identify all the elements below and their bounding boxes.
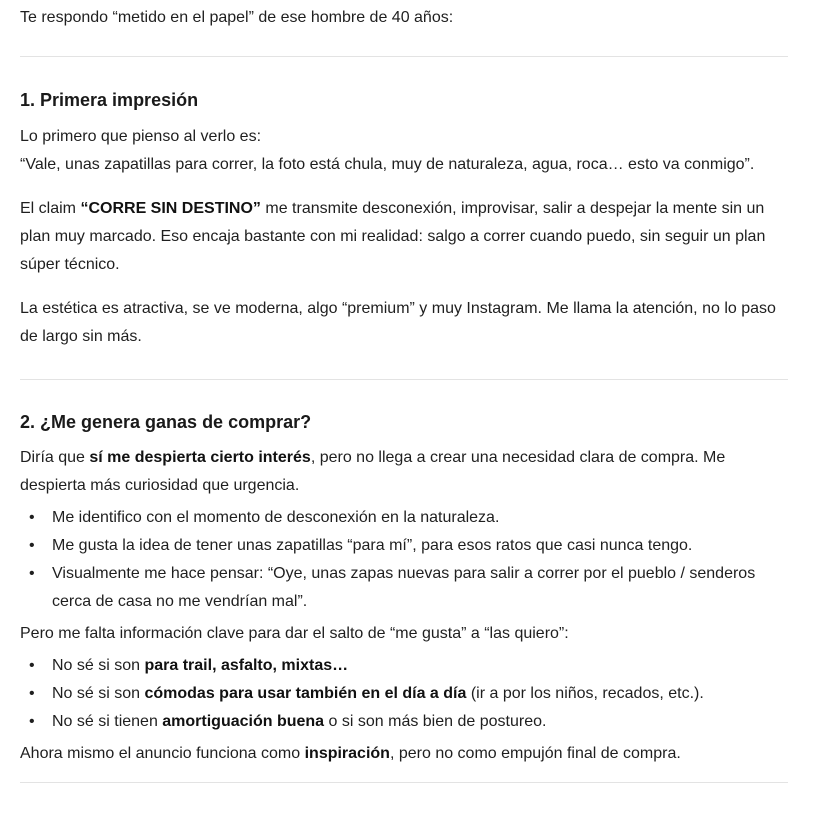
list-item [20, 680, 788, 708]
first-impression-paragraph [20, 123, 788, 179]
aesthetic-paragraph: La estética es atractiva, se ve moderna, algo “premium” y muy Instagram. Me llama la atención, no lo paso de largo sin más. [20, 300, 776, 345]
list-item-text: o si son más bien de postureo. [324, 713, 547, 730]
conclusion-text-pre: Ahora mismo el anuncio funciona como [20, 745, 305, 762]
list-item: • Me gusta la idea de tener unas zapatillas “para mí”, para esos ratos que casi nunca tengo. [20, 532, 788, 560]
interest-paragraph [20, 444, 788, 500]
list-item: • Me identifico con el momento de desconexión en la naturaleza. [20, 504, 788, 532]
interest-text-post: , pero no llega a crear una necesidad clara de compra. Me despierta más curiosidad que urgencia. [20, 449, 726, 494]
divider [20, 379, 788, 380]
conclusion-text-post: , pero no como empujón final de compra. [389, 745, 681, 762]
conclusion-paragraph [20, 740, 788, 768]
interest-text-bold: sí me despierta cierto interés [89, 449, 311, 466]
reasons-list [20, 504, 788, 616]
list-item-text: (ir a por los niños, recados, etc.). [466, 685, 704, 702]
list-item-text: No sé si tienen [52, 713, 163, 730]
conclusion-text-bold: inspiración [304, 745, 390, 762]
list-item: • Visualmente me hace pensar: “Oye, unas zapas nuevas para salir a correr por el pueblo / senderos cerca de casa no me vendrían mal”. [20, 560, 788, 616]
section-2-heading: 2. ¿Me genera ganas de comprar? [20, 412, 312, 432]
intro-text: Te respondo “metido en el papel” de ese hombre de 40 años: [20, 9, 454, 26]
missing-info-list [20, 652, 788, 736]
divider [20, 782, 788, 783]
list-item-bold: cómodas para usar también en el día a día [144, 685, 467, 702]
list-item-bold: amortiguación buena [162, 713, 325, 730]
interest-text-pre: Diría que [20, 449, 90, 466]
claim-text-pre: El claim [20, 200, 81, 217]
claim-text-bold: “CORRE SIN DESTINO” [80, 200, 261, 217]
divider [20, 56, 788, 57]
missing-info-paragraph: Pero me falta información clave para dar el salto de “me gusta” a “las quiero”: [20, 625, 569, 642]
first-impression-line-1: Lo primero que pienso al verlo es: [20, 128, 262, 145]
section-1-heading: 1. Primera impresión [20, 90, 199, 110]
list-item-bold: para trail, asfalto, mixtas… [144, 657, 349, 674]
list-item-text: No sé si son [52, 657, 145, 674]
claim-text-post: me transmite desconexión, improvisar, salir a despejar la mente sin un plan muy marcado. Eso encaja bastante con mi realidad: salgo a correr cuando puedo, sin seguir un plan súper técnico. [20, 200, 766, 273]
first-impression-line-2: “Vale, unas zapatillas para correr, la foto está chula, muy de naturaleza, agua, roca… esto va conmigo”. [20, 156, 755, 173]
claim-paragraph [20, 195, 788, 279]
list-item [20, 708, 788, 736]
list-item [20, 652, 788, 680]
list-item-text: No sé si son [52, 685, 145, 702]
